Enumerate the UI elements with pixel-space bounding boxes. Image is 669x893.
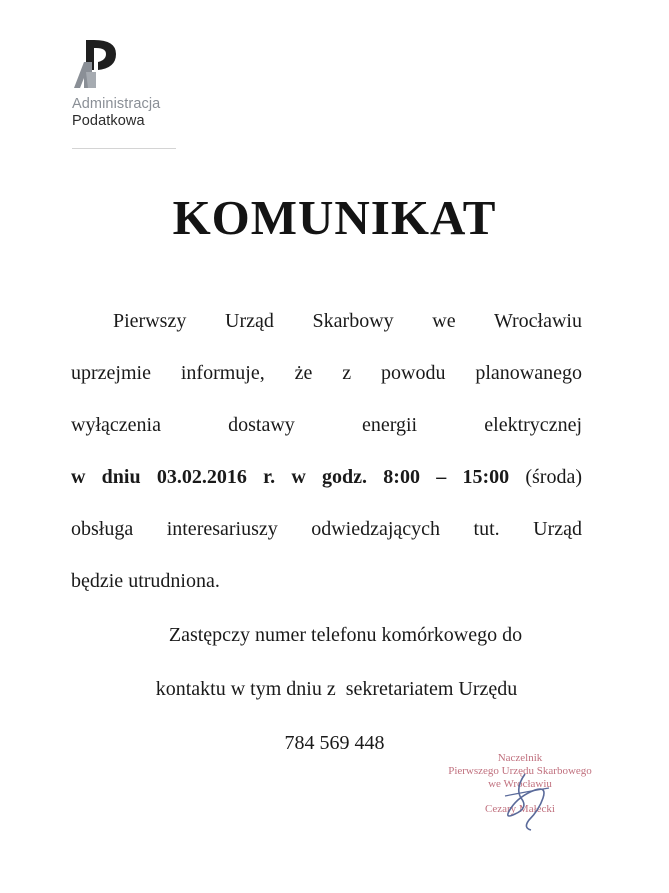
contact-line-2: kontaktu w tym dniu z sekretariatem Urzędu (155, 678, 518, 700)
stamp-line-1: Naczelnik (497, 752, 543, 764)
paragraph-line-1: Pierwszy Urząd Skarbowy we Wrocławiu (113, 310, 582, 332)
announcement-paragraph (71, 295, 582, 607)
signature-icon (485, 768, 565, 838)
stamp-line-2: Pierwszego Urzędu Skarbowego (448, 765, 592, 777)
logo-text-line1: Administracja (72, 96, 161, 112)
logo-text-line2: Podatkowa (72, 113, 145, 129)
stamp-line-4: Cezary Małecki (485, 803, 555, 815)
stamp-line-3: we Wrocławiu (488, 778, 552, 790)
logo-divider (72, 148, 176, 149)
contact-line-1: Zastępczy numer telefonu komórkowego do (168, 624, 523, 646)
paragraph-line-2: uprzejmie informuje, że z powodu planowanego (71, 362, 582, 384)
administracja-podatkowa-logo-icon (72, 38, 118, 92)
logo (72, 38, 182, 130)
paragraph-line-5: obsługa interesariuszy odwiedzających tut. Urząd (71, 518, 582, 540)
outage-weekday: (środa) (525, 466, 582, 488)
document-title: KOMUNIKAT (172, 190, 497, 245)
paragraph-line-6: będzie utrudniona. (71, 570, 220, 592)
paragraph-line-3: wyłączenia dostawy energii elektrycznej (71, 414, 582, 436)
outage-date-time: w dniu 03.02.2016 r. w godz. 8:00 – 15:00 (71, 466, 510, 488)
phone-number: 784 569 448 (284, 732, 385, 754)
paragraph-line-4 (71, 451, 582, 503)
